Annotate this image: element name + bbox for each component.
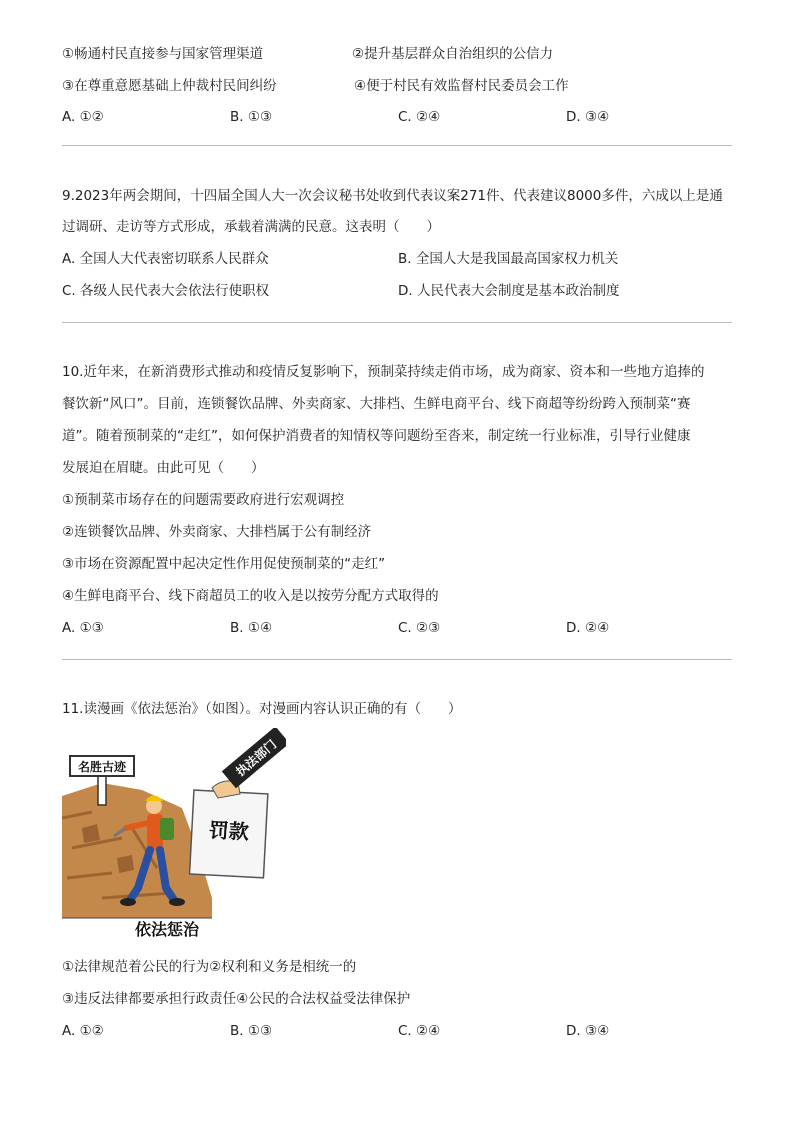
q9-stem-line-2: 过调研、走访等方式形成，承载着满满的民意。这表明（ ） (62, 219, 440, 235)
q8-option-a: A. ①② (62, 109, 104, 125)
q11-option-b: B. ①③ (230, 1023, 273, 1039)
q10-option-a: A. ①③ (62, 620, 104, 636)
cartoon-dept-text: 执法部门 (233, 737, 280, 779)
q8-item-3: ③在尊重意愿基础上仲裁村民间纠纷 (62, 78, 277, 94)
q10-option-c: C. ②③ (398, 620, 441, 636)
q8-option-d: D. ③④ (566, 109, 610, 125)
q11-stem: 11.读漫画《依法惩治》（如图）。对漫画内容认识正确的有（ ） (62, 701, 462, 717)
q8-option-c: C. ②④ (398, 109, 441, 125)
divider (62, 322, 732, 323)
q10-stem-line-3: 道”。随着预制菜的“走红”，如何保护消费者的知情权等问题纷至沓来，制定统一行业标准，引导行业健康 (62, 428, 691, 444)
cartoon-sign-text: 名胜古迹 (77, 760, 127, 774)
q8-item-1: ①畅通村民直接参与国家管理渠道 (62, 46, 264, 62)
q10-item-1: ①预制菜市场存在的问题需要政府进行宏观调控 (62, 492, 345, 508)
cartoon-caption: 依法惩治 (134, 920, 200, 939)
q10-stem-line-1: 10.近年来，在新消费形式推动和疫情反复影响下，预制菜持续走俏市场，成为商家、资本和一些地方追捧的 (62, 364, 705, 380)
q10-stem-line-4: 发展迫在眉睫。由此可见（ ） (62, 460, 265, 476)
q9-option-c: C. 各级人民代表大会依法行使职权 (62, 283, 270, 299)
q10-item-2: ②连锁餐饮品牌、外卖商家、大排档属于公有制经济 (62, 524, 372, 540)
q8-item-4: ④便于村民有效监督村民委员会工作 (354, 78, 569, 94)
divider (62, 145, 732, 146)
cartoon-fine-text: 罚款 (208, 817, 250, 844)
divider (62, 659, 732, 660)
q11-item-line-1: ①法律规范着公民的行为②权利和义务是相统一的 (62, 959, 357, 975)
q10-item-4: ④生鲜电商平台、线下商超员工的收入是以按劳分配方式取得的 (62, 588, 439, 604)
q11-option-a: A. ①② (62, 1023, 104, 1039)
q11-option-d: D. ③④ (566, 1023, 610, 1039)
q10-option-b: B. ①④ (230, 620, 273, 636)
q8-option-b: B. ①③ (230, 109, 273, 125)
q9-option-b: B. 全国人大是我国最高国家权力机关 (398, 251, 619, 267)
q10-option-d: D. ②④ (566, 620, 610, 636)
q9-option-d: D. 人民代表大会制度是基本政治制度 (398, 283, 620, 299)
cartoon-illustration (62, 728, 286, 944)
q11-option-c: C. ②④ (398, 1023, 441, 1039)
q10-stem-line-2: 餐饮新“风口”。目前，连锁餐饮品牌、外卖商家、大排档、生鲜电商平台、线下商超等纷纷跨入预制菜“赛 (62, 396, 691, 412)
q9-option-a: A. 全国人大代表密切联系人民群众 (62, 251, 269, 267)
q8-item-2: ②提升基层群众自治组织的公信力 (352, 46, 554, 62)
q11-item-line-2: ③违反法律都要承担行政责任④公民的合法权益受法律保护 (62, 991, 411, 1007)
q10-item-3: ③市场在资源配置中起决定性作用促使预制菜的“走红” (62, 556, 386, 572)
q9-stem-line-1: 9.2023年两会期间，十四届全国人大一次会议秘书处收到代表议案271件、代表建议8000多件，六成以上是通 (62, 188, 723, 204)
